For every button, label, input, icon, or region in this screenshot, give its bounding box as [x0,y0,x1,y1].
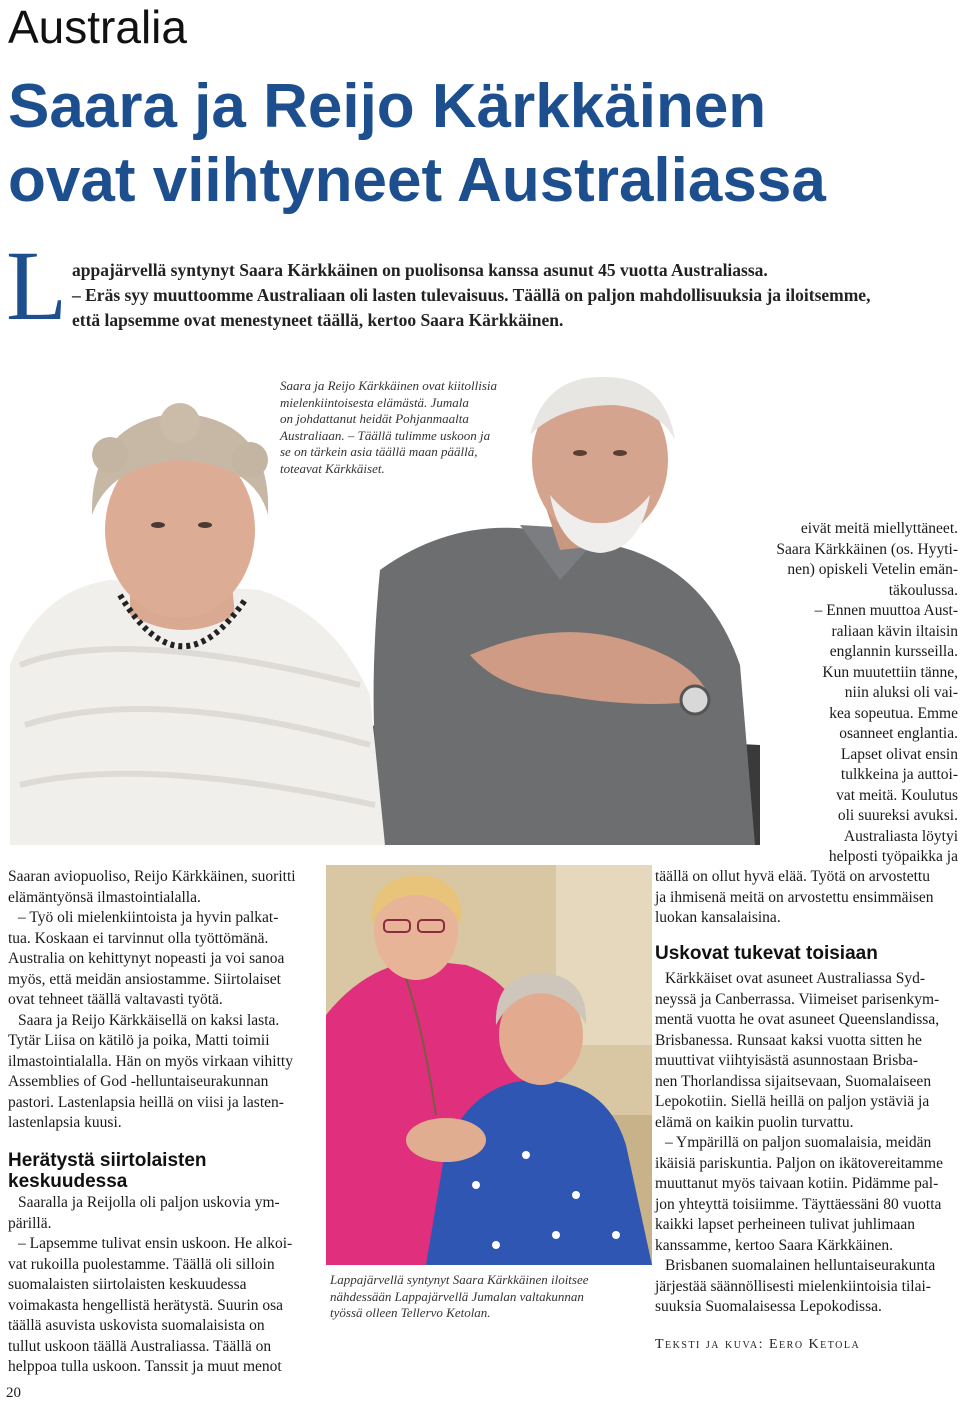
section-label: Australia [8,1,187,53]
text-line: muuttanut myös taivaan kotiin. Pidämme pal- [655,1175,939,1192]
text-line: helppoa tulla uskoon. Tanssit ja muut menot [8,1358,282,1375]
text-line: nen Thorlandissa sijaitsevaan, Suomalaiseen [655,1072,932,1090]
text-line: elämäntyönsä ilmastointialalla. [8,888,201,906]
caption-line: työssä olleen Tellervo Ketolan. [330,1305,491,1320]
drop-cap: L [6,230,68,341]
women-photo [326,865,652,1265]
caption-line: Lappajärvellä syntynyt Saara Kärkkäinen iloitsee [330,1272,589,1287]
caption-line: on johdattanut heidät Pohjanmaalta [280,411,469,426]
text-line: kaikki lapset perheineen tulivat juhlimaan [655,1216,915,1233]
caption-line: toteavat Kärkkäiset. [280,460,385,476]
text-line: Australiasta löytyi [843,827,958,845]
caption-line: se on tärkein asia täällä maan päällä, [280,444,478,459]
lead-line: että lapsemme ovat menestyneet täällä, kertoo Saara Kärkkäinen. [72,310,564,330]
text-line: englannin kursseilla. [829,643,958,660]
text-line: Kun muutettiin tänne, [822,663,958,681]
text-line: Tytär Liisa on kätilö ja poika, Matti toimii [8,1032,270,1049]
text-line: – Työ oli mielenkiintoista ja hyvin palkat- [18,909,279,926]
text-line: helposti työpaikka ja [828,848,958,865]
text-line: raliaan kävin iltaisin [831,622,958,640]
caption-line: Saara ja Reijo Kärkkäinen ovat kiitollisia [280,378,498,393]
caption-line: nähdessään Lappajärvellä Jumalan valtakunnan [330,1288,584,1304]
headline-line: ovat viihtyneet Australiassa [8,146,826,216]
byline: Teksti ja kuva: Eero Ketola [655,1337,861,1352]
text-line: Australia on kehittynyt nopeasti ja voi sanoa [8,950,285,967]
text-line: Saaralla ja Reijolla oli paljon uskovia ym- [18,1194,280,1211]
text-line: Saara ja Reijo Kärkkäisellä on kaksi lasta. [18,1011,280,1029]
right-column-paragraph [655,969,943,1318]
caption-line: mielenkiintoisesta elämästä. Jumala [280,394,469,410]
subhead-line: Herätystä siirtolaisten [8,1150,207,1171]
text-line: suuksia Suomalaisessa Lepokodissa. [655,1298,882,1315]
text-line: niin aluksi oli vai- [844,684,958,701]
text-line: jon yhteyttä toisiimme. Täyttäessäni 80 vuotta [655,1195,942,1213]
text-line: muuttivat viihtyisästä asunnostaan Brisba- [655,1052,919,1069]
text-line: vat meitä. Koulutus [836,786,958,804]
text-line: ovat tehneet täällä valtavasti työtä. [8,991,223,1008]
text-line: nen) opiskeli Vetelin emän- [787,561,958,578]
text-line: kea sopeutua. Emme [829,704,958,722]
text-line: voimakasta hengellistä herätystä. Suurin osa [8,1296,284,1314]
text-line: eivät meitä miellyttäneet. [800,520,958,537]
lead-line: appajärvellä syntynyt Saara Kärkkäinen on puolisonsa kanssa asunut 45 vuotta Australiassa. [72,260,768,280]
left-column-paragraph [8,867,296,1134]
text-line: oli suureksi avuksi. [837,807,958,824]
text-line: mentä vuotta he ovat asuneet Queenslandissa, [655,1011,940,1028]
text-line: Saaran aviopuoliso, Reijo Kärkkäinen, suoritti [8,868,296,885]
text-line: pastori. Lastenlapsia heillä on viisi ja lasten- [8,1093,284,1111]
text-line: järjestää säännöllisesti mielenkiintoisia tilai- [655,1277,931,1295]
text-line: ikäisiä pariskuntia. Paljon on ikätovereitamme [655,1154,943,1172]
headline-line: Saara ja Reijo Kärkkäinen [8,72,767,141]
text-line: – Ennen muuttoa Aust- [814,602,958,619]
text-line: osanneet englantia. [839,725,958,742]
text-line: elämä on kaikin puolin turvattu. [655,1113,854,1131]
text-line: – Lapsemme tulivat ensin uskoon. He alkoi- [18,1235,293,1252]
page-number: 20 [6,1385,21,1401]
headline [8,70,958,219]
text-line: tullut uskoon täällä Australiassa. Täällä on [8,1337,272,1355]
text-line: luokan kansalaisina. [655,909,781,926]
right-column-text [655,867,934,929]
lead-line: – Eräs syy muuttoomme Australiaan oli lasten tulevaisuus. Täällä on paljon mahdollisuuksia ja iloitsemme, [72,285,871,305]
left-subhead [8,1150,207,1192]
text-line: neyssä ja Canberrassa. Viimeiset parisenkym- [655,990,940,1008]
photo-caption-bottom [330,1272,589,1322]
subhead-line: keskuudessa [8,1171,128,1192]
text-line: pärillä. [8,1214,52,1232]
text-line: suomalaisten siirtolaisten keskuudessa [8,1276,247,1293]
text-line: tua. Koskaan ei tarvinnut olla työttömänä. [8,929,269,947]
text-line: Lapset olivat ensin [840,745,958,763]
text-line: Brisbanessa. Runsaat kaksi vuotta sitten he [655,1031,922,1049]
text-line: – Ympärillä on paljon suomalaisia, meidän [665,1134,932,1151]
text-line: Assemblies of God -helluntaiseurakunnan [8,1073,269,1090]
text-line: Brisbanen suomalainen helluntaiseurakunta [665,1257,936,1274]
text-line: täällä asuvista uskovista suomalaisista on [8,1317,265,1334]
lead-paragraph [72,258,958,333]
text-line: täkoulussa. [888,581,958,599]
text-line: myös, että meidän ansiostamme. Siirtolaiset [8,970,281,988]
photo-caption-top [280,378,497,477]
text-line: Saara Kärkkäinen (os. Hyyti- [776,540,958,558]
text-line: Kärkkäiset ovat asuneet Australiassa Syd- [665,970,925,987]
right-subhead: Uskovat tukevat toisiaan [655,943,878,964]
text-line: vat rukoilla puolestamme. Täällä oli silloin [8,1255,275,1273]
text-line: täällä on ollut hyvä elää. Työtä on arvostettu [655,868,930,885]
text-line: ilmastointialalla. Hän on myös virkaan vihitty [8,1052,293,1070]
text-line: kanssamme, kertoo Saara Kärkkäinen. [655,1236,894,1254]
caption-line: Australiaan. – Täällä tulimme uskoon ja [280,427,491,443]
text-line: lastenlapsia kuusi. [8,1114,122,1131]
text-line: Lepokotiin. Siellä heillä on paljon ystäviä ja [655,1093,930,1110]
right-column-wrap-text [776,519,958,868]
text-line: ja ihmisenä meitä on arvostettu ensimmäisen [655,888,934,906]
left-column-paragraph-2 [8,1193,292,1378]
text-line: tulkkeina ja auttoi- [840,766,958,783]
